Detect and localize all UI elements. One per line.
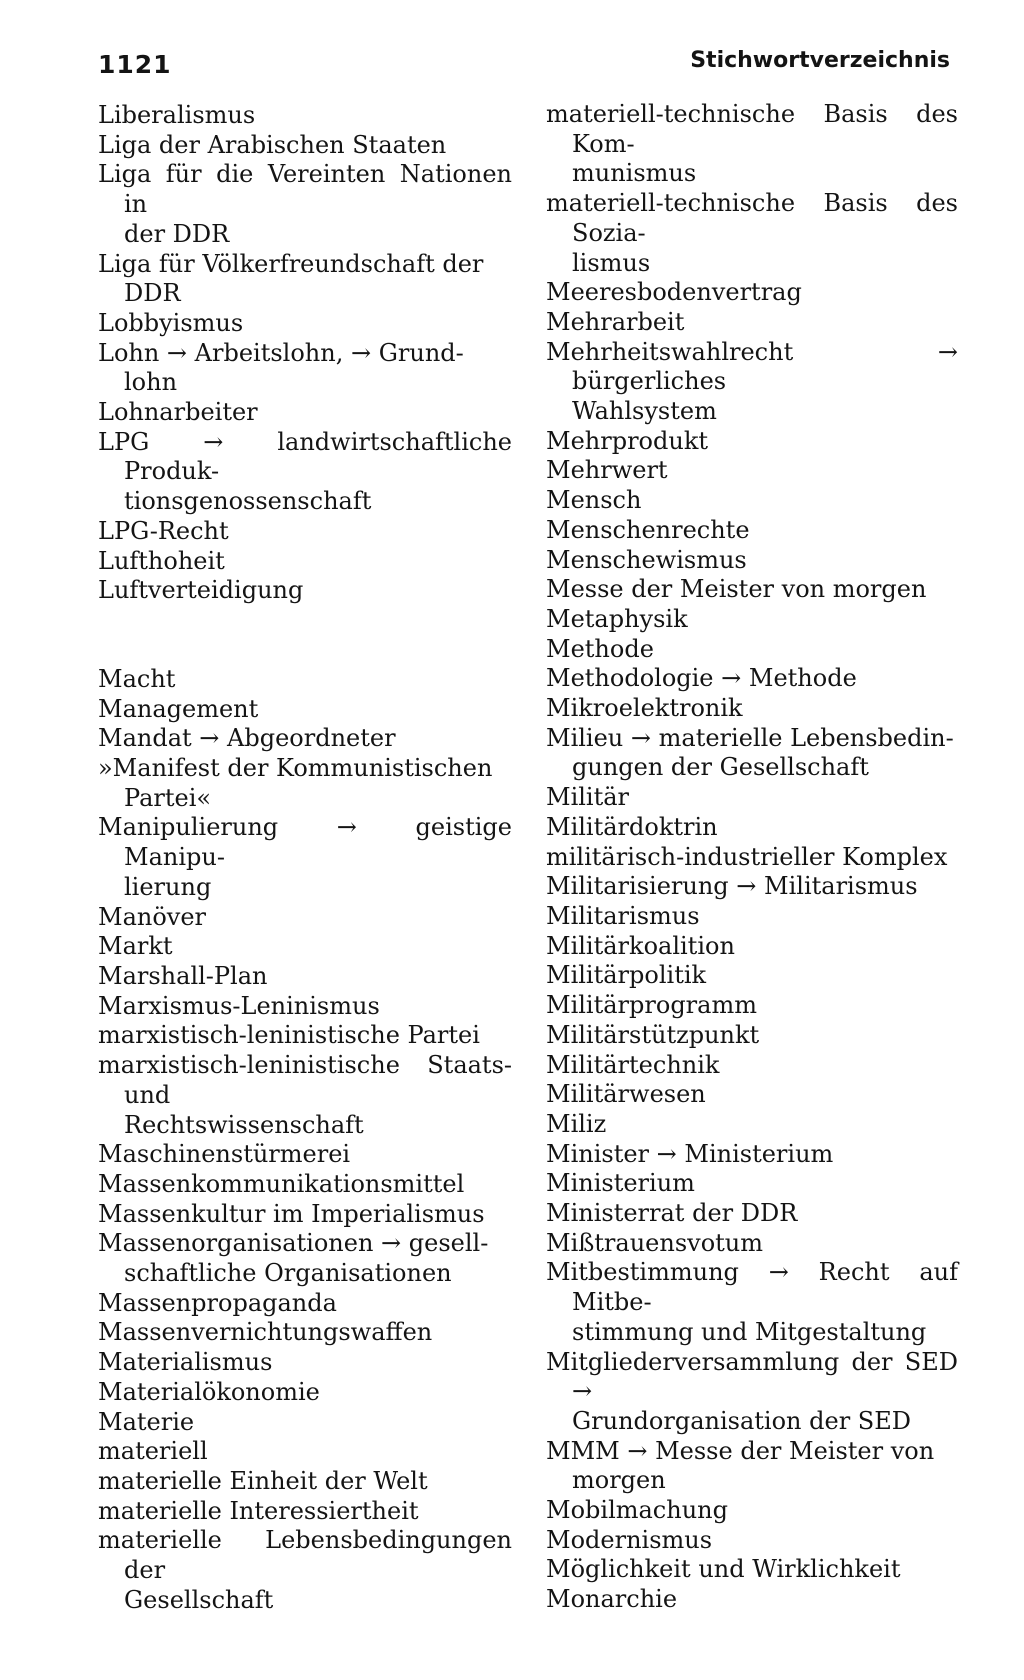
index-entry: Manöver [98, 902, 207, 931]
index-entry: Mehrheitswahlrecht → bürgerliches Wahlsystem [546, 337, 958, 426]
index-entry: Militarisierung → Militarismus [546, 872, 918, 901]
index-entry: Metaphysik [546, 604, 688, 633]
index-group-l [98, 101, 512, 606]
index-column-right [546, 100, 958, 1615]
index-entry: Materialökonomie [98, 1377, 320, 1406]
index-entry: Meeresbodenvertrag [546, 278, 802, 307]
index-entry: Massenkultur im Imperialismus [98, 1199, 485, 1228]
index-entry: Militärprogramm [546, 991, 757, 1020]
index-entry: Militärwesen [546, 1080, 706, 1109]
index-entry: Liga für Völkerfreundschaft der DDR [98, 249, 484, 308]
index-entry: Militarismus [546, 901, 700, 930]
index-entry: Materie [98, 1407, 195, 1436]
index-entry: Lohn → Arbeitslohn, → Grund- lohn [98, 338, 464, 397]
index-entry: Minister → Ministerium [546, 1139, 834, 1168]
index-entry: Methode [546, 634, 654, 663]
index-entry: Management [98, 694, 259, 723]
index-entry: materiell [98, 1437, 208, 1466]
index-entry: Ministerrat der DDR [546, 1199, 798, 1228]
index-group-right [546, 100, 958, 1615]
index-entry: MMM → Messe der Meister von morgen [546, 1436, 935, 1495]
index-entry: materielle Interessiertheit [98, 1496, 419, 1525]
index-entry: Massenvernichtungswaffen [98, 1318, 433, 1347]
index-entry: Liga der Arabischen Staaten [98, 130, 447, 159]
index-entry: Mißtrauensvotum [546, 1228, 764, 1257]
index-entry: Menschewismus [546, 545, 747, 574]
index-entry: Mehrarbeit [546, 307, 685, 336]
index-entry: Manipulierung → geistige Manipu- lierung [98, 813, 512, 901]
index-entry: Marshall-Plan [98, 961, 268, 990]
index-entry: Mobilmachung [546, 1496, 728, 1525]
index-entry: Massenorganisationen → gesell- schaftliche Organisationen [98, 1229, 489, 1288]
index-entry: Menschenrechte [546, 515, 750, 544]
index-entry: Mehrwert [546, 456, 668, 485]
index-entry: Materialismus [98, 1348, 273, 1377]
index-entry: Methodologie → Methode [546, 664, 857, 693]
index-entry: materielle Einheit der Welt [98, 1466, 428, 1495]
index-entry: Militärstützpunkt [546, 1020, 760, 1049]
index-entry: LPG → landwirtschaftliche Produk- tionsgenossenschaft [98, 427, 512, 516]
index-entry: Maschinenstürmerei [98, 1140, 351, 1169]
index-entry: Mensch [546, 486, 642, 515]
index-entry: Liberalismus [98, 101, 256, 129]
index-entry: Milieu → materielle Lebensbedin- gungen der Gesellschaft [546, 723, 954, 782]
index-entry: Lufthoheit [98, 546, 225, 575]
index-entry: Lohnarbeiter [98, 398, 258, 427]
index-entry: Macht [98, 664, 176, 693]
index-entry: Massenpropaganda [98, 1288, 337, 1317]
index-entry: Modernismus [546, 1525, 713, 1554]
letter-gap [98, 606, 512, 665]
index-entry: Monarchie [546, 1585, 678, 1614]
index-entry: »Manifest der Kommunistischen Partei« [98, 754, 493, 812]
index-entry: Ministerium [546, 1169, 695, 1198]
index-entry: marxistisch-leninistische Partei [98, 1021, 480, 1050]
index-group-m [98, 665, 512, 1616]
index-entry: Messe der Meister von morgen [546, 575, 927, 604]
index-entry: Miliz [546, 1109, 607, 1138]
index-entry: Militär [546, 783, 630, 812]
running-head: Stichwortverzeichnis [690, 48, 950, 73]
index-entry: Möglichkeit und Wirklichkeit [546, 1555, 901, 1584]
index-entry: materielle Lebensbedingungen der Gesellschaft [98, 1526, 512, 1614]
index-entry: Massenkommunikationsmittel [98, 1169, 465, 1198]
index-entry: Militärtechnik [546, 1050, 720, 1079]
index-entry: materiell-technische Basis des Sozia- lismus [546, 189, 958, 277]
index-entry: Mikroelektronik [546, 694, 743, 723]
index-entry: Militärkoalition [546, 931, 735, 960]
index-entry: Lobbyismus [98, 308, 244, 337]
index-entry: Militärdoktrin [546, 812, 718, 841]
index-entry: Mitgliederversammlung der SED → Grundorganisation der SED [546, 1347, 958, 1435]
index-entry: militärisch-industrieller Komplex [546, 842, 948, 871]
index-entry: Mehrprodukt [546, 426, 708, 455]
index-entry: marxistisch-leninistische Staats- und Rechtswissenschaft [98, 1051, 512, 1139]
index-entry: Militärpolitik [546, 961, 707, 990]
index-entry: materiell-technische Basis des Kom- munismus [546, 100, 958, 188]
index-entry: Liga für die Vereinten Nationen in der DDR [98, 160, 512, 248]
index-entry: Mitbestimmung → Recht auf Mitbe- stimmung und Mitgestaltung [546, 1258, 958, 1346]
index-entry: LPG-Recht [98, 516, 229, 545]
index-column-left [98, 101, 512, 1615]
page-number: 1121 [98, 50, 172, 79]
index-entry: Markt [98, 932, 173, 961]
index-entry: Mandat → Abgeordneter [98, 724, 396, 753]
index-entry: Luftverteidigung [98, 576, 304, 605]
index-entry: Marxismus-Leninismus [98, 991, 380, 1020]
